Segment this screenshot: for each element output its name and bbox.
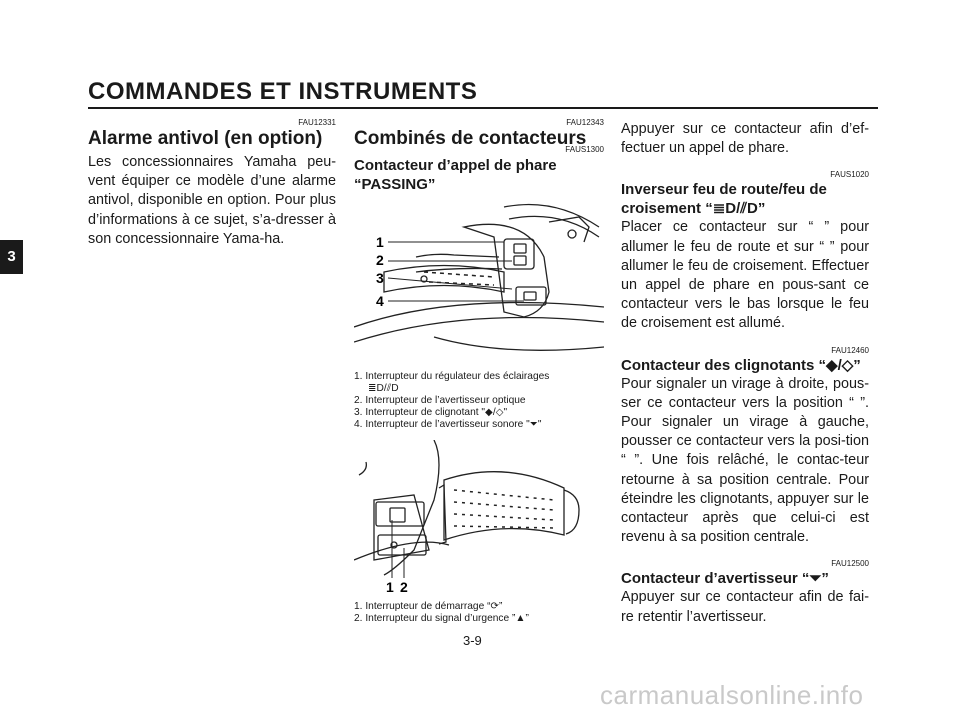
section-body: Les concessionnaires Yamaha peu-vent équiper ce modèle d’une alarme antivol, disponible en option. Pour plus d’informations à ce sujet, s’a-dresser à son concessionnaire Yama-ha. xyxy=(88,154,336,247)
caption-line: 4. Interrupteur de l’avertisseur sonore "⏷" xyxy=(354,419,542,430)
caption-line: 3. Interrupteur de clignotant "◆/◇" xyxy=(354,407,508,418)
subsection-title: Inverseur feu de route/feu de croisement “≣D/⫽D” xyxy=(621,181,827,218)
callout-2: 2 xyxy=(376,252,384,268)
subsection-body: Appuyer sur ce contacteur afin de fai-re retentir l’avertisseur. xyxy=(621,589,869,625)
right-column xyxy=(621,120,869,627)
section-title: Alarme antivol (en option) xyxy=(88,128,323,149)
subsection-body: Placer ce contacteur sur “ ” pour allumer le feu de route et sur “ ” pour allumer le feu de croisement. Effectuer un appel de phare en pous-sant ce contacteur vers le bas lorsque le feu de croisement est allumé. xyxy=(621,219,869,332)
watermark: carmanualsonline.info xyxy=(600,680,864,710)
handlebar-switch-figure-1 xyxy=(354,197,604,365)
callout-1: 1 xyxy=(386,579,394,595)
figure-2-caption xyxy=(354,601,604,625)
callout-4: 4 xyxy=(376,293,384,309)
page-header: COMMANDES ET INSTRUMENTS xyxy=(88,78,478,105)
start-icon: ⟳ xyxy=(490,601,500,612)
figure-1-caption xyxy=(354,371,604,431)
header-rule xyxy=(88,107,878,109)
turn-signal-icon: ◆/◇ xyxy=(826,356,854,374)
subsection-body: Pour signaler un virage à droite, pous-ser ce contacteur vers la position “ ”. Pour signaler un virage à gauche, pousser ce contacteur vers la posi-tion “ ”. Une fois relâché, le contac-teur retourne à sa position centrale. Pour éteindre les clignotants, appuyer sur le contacteur après que celui-ci est revenu à sa position centrale. xyxy=(621,375,869,546)
chapter-tab: 3 xyxy=(0,240,23,274)
middle-column xyxy=(354,118,604,194)
ref-code: FAU12500 xyxy=(831,559,869,569)
callout-2: 2 xyxy=(400,579,408,595)
page-number: 3-9 xyxy=(463,633,482,648)
horn-icon: ⏷ xyxy=(809,570,822,588)
caption-line: 2. Interrupteur de l’avertisseur optique xyxy=(354,395,526,406)
subsection-title: Contacteur des clignotants “◆/◇” xyxy=(621,356,861,374)
turn-signal-icon: ◆/◇ xyxy=(485,407,504,418)
headlight-high-icon: ≣D xyxy=(368,383,384,394)
ref-code-2: FAUS1300 xyxy=(565,145,604,154)
headlight-high-icon: ≣D xyxy=(712,200,737,218)
section-title: Combinés de contacteurs xyxy=(354,128,587,149)
left-column xyxy=(88,118,336,249)
ref-code: FAU12343 xyxy=(566,118,604,127)
caption-line: 2. Interrupteur du signal d’urgence ”▲” xyxy=(354,613,529,624)
ref-code: FAUS1020 xyxy=(830,170,869,180)
subsection-title: Contacteur d’avertisseur “⏷” xyxy=(621,570,829,588)
caption-line: 1. Interrupteur du régulateur des éclairages xyxy=(354,371,550,382)
horn-icon: ⏷ xyxy=(529,419,538,430)
callout-3: 3 xyxy=(376,270,384,286)
headlight-low-icon: ⫽D xyxy=(386,383,399,394)
headlight-low-icon: ⫽D xyxy=(740,200,758,218)
callout-1: 1 xyxy=(376,234,384,250)
caption-icons-line: ≣D/⫽D xyxy=(368,383,399,394)
handlebar-switch-figure-2 xyxy=(354,440,604,600)
ref-code: FAU12331 xyxy=(298,118,336,127)
ref-code: FAU12460 xyxy=(831,345,869,355)
caption-line: 1. Interrupteur de démarrage “⟳” xyxy=(354,601,503,612)
intro-text: Appuyer sur ce contacteur afin d’ef-fectuer un appel de phare. xyxy=(621,121,869,157)
hazard-icon: ▲ xyxy=(515,613,526,624)
subsection-title: Contacteur d’appel de phare “PASSING” xyxy=(354,157,557,193)
